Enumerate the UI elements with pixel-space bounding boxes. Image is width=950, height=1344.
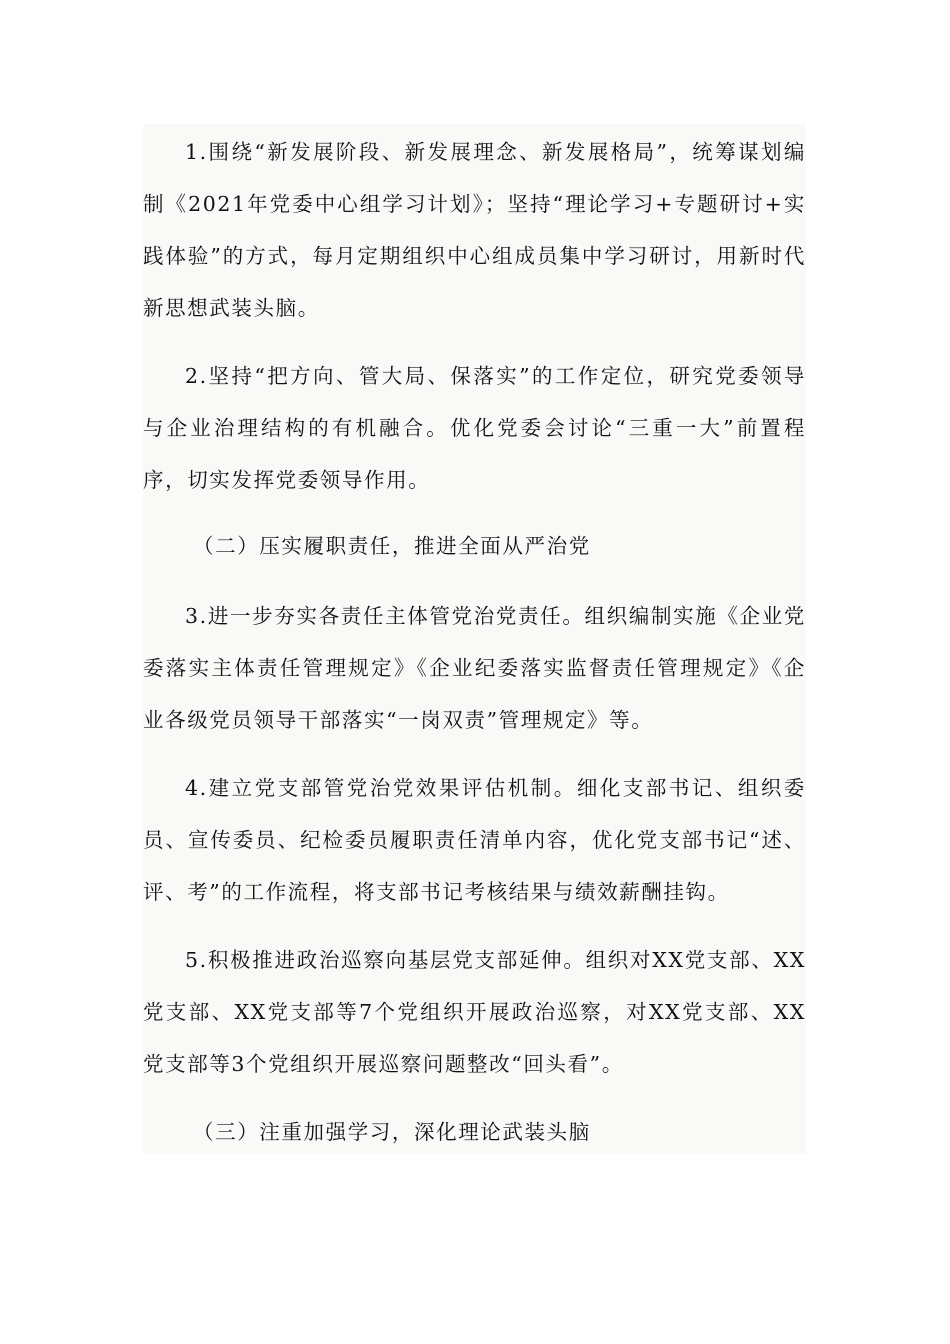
paragraph-4: 4.建立党支部管党治党效果评估机制。细化支部书记、组织委员、宣传委员、纪检委员履职责任清单内容，优化党支部书记“述、评、考”的工作流程，将支部书记考核结果与绩效薪酬挂钩。 bbox=[143, 776, 806, 904]
paragraph-1: 1.围绕“新发展阶段、新发展理念、新发展格局”，统筹谋划编制《2021年党委中心组学习计划》；坚持“理论学习+专题研讨+实践体验”的方式，每月定期组织中心组成员集中学习研讨，用新时代新思想武装头脑。 bbox=[143, 140, 806, 320]
document-text-block bbox=[143, 124, 806, 1154]
paragraph-5: 5.积极推进政治巡察向基层党支部延伸。组织对XX党支部、XX党支部、XX党支部等7个党组织开展政治巡察，对XX党支部、XX党支部等3个党组织开展巡察问题整改“回头看”。 bbox=[143, 948, 806, 1076]
paragraph-2: 2.坚持“把方向、管大局、保落实”的工作定位，研究党委领导与企业治理结构的有机融合。优化党委会讨论“三重一大”前置程序，切实发挥党委领导作用。 bbox=[143, 364, 806, 492]
paragraph-3: 3.进一步夯实各责任主体管党治党责任。组织编制实施《企业党委落实主体责任管理规定》《企业纪委落实监督责任管理规定》《企业各级党员领导干部落实“一岗双责”管理规定》等。 bbox=[143, 604, 806, 732]
section-heading-3: （三）注重加强学习，深化理论武装头脑 bbox=[193, 1120, 591, 1144]
section-heading-2: （二）压实履职责任，推进全面从严治党 bbox=[193, 534, 591, 558]
